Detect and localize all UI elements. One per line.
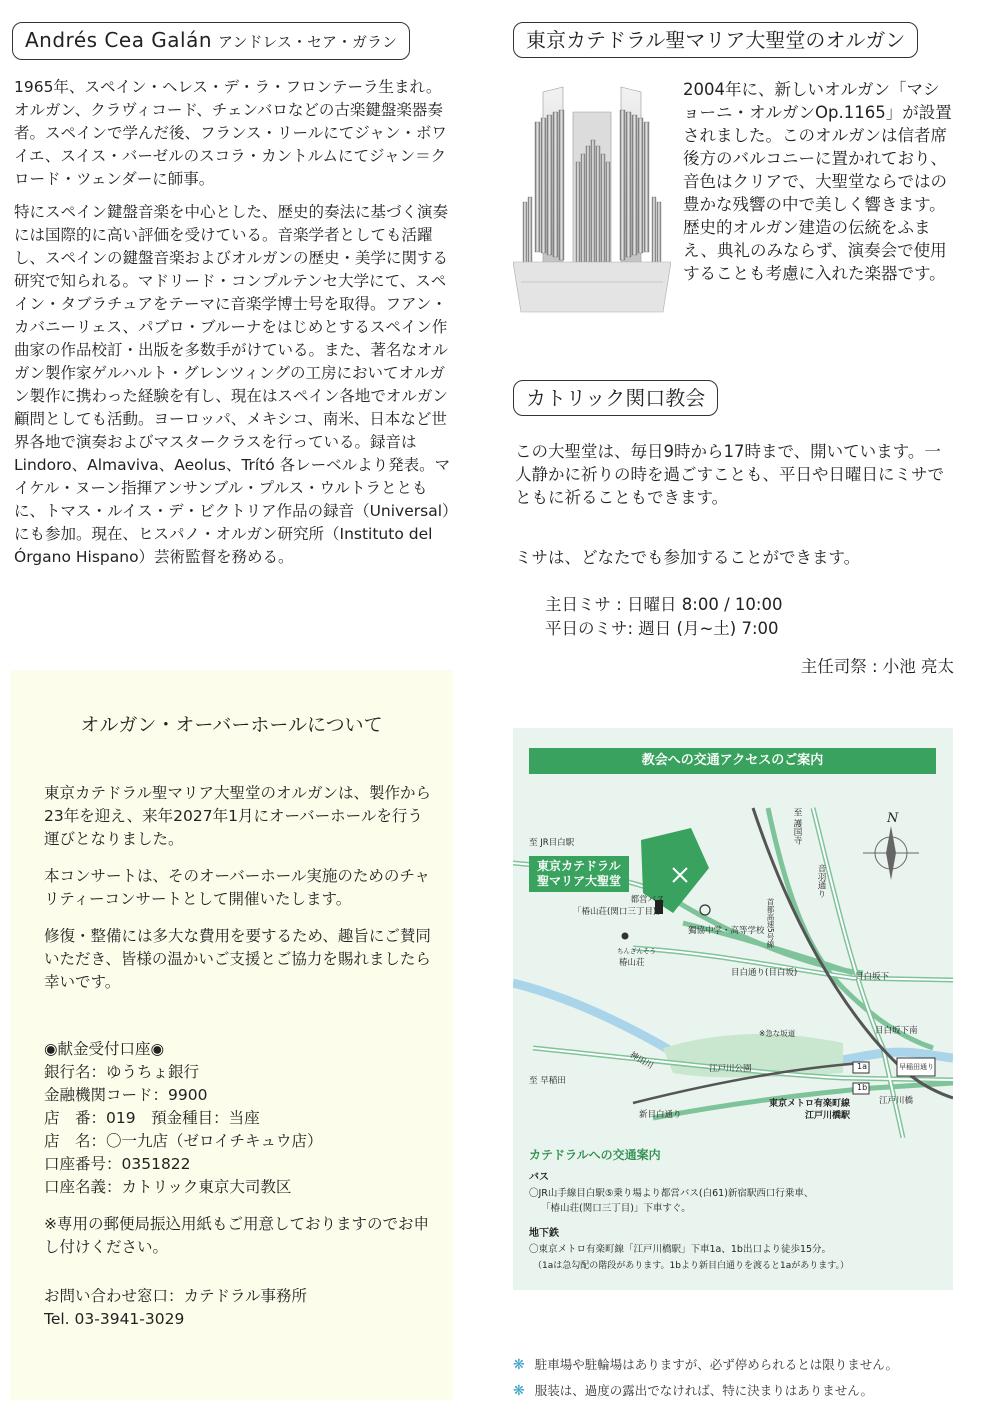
map-label-exit-1a: 1a xyxy=(857,1062,867,1071)
map-label-kanda-river: 神田川 xyxy=(627,1050,655,1072)
map-label-waseda-dori: 早稲田通り xyxy=(899,1063,934,1071)
map-label-waseda: 至 早稲田 xyxy=(529,1076,566,1086)
snowflake-bullet-icon: ❋ xyxy=(513,1357,525,1373)
map-label-cathedral-line2: 聖マリア大聖堂 xyxy=(537,874,622,888)
note-text: 服装は、過度の露出でなければ、特に決まりはありません。 xyxy=(534,1383,873,1398)
map-label-exit-1b: 1b xyxy=(857,1083,868,1092)
transit-subway-line2: （1aは急勾配の階段があります。1bより新目白通りを渡ると1aがあります。） xyxy=(533,1261,849,1271)
performer-name-latin: Andrés Cea Galán xyxy=(25,28,213,52)
transit-bus-line1: 〇JR山手線目白駅⑤乗り場より都営バス(白61)新宿駅西口行乗車、 xyxy=(529,1188,814,1199)
map-label-dokkyo: 獨協中学・高等学校 xyxy=(688,926,765,936)
performer-name-heading xyxy=(12,22,410,60)
overhaul-panel xyxy=(10,670,453,1400)
pastor: 主任司祭 : 小池 亮太 xyxy=(800,657,954,676)
overhaul-paragraph: 東京カテドラル聖マリア大聖堂のオルガンは、製作から23年を迎え、来年2027年1月にオーバーホールを行う運びとなりました。 xyxy=(44,784,432,848)
performer-bio-paragraph: 特にスペイン鍵盤音楽を中心とした、歴史的奏法に基づく演奏には国際的に高い評価を受けている。音楽学者としても活躍し、スペインの鍵盤音楽およびオルガンの歴史・美学に関する研究で知られる。マドリード・コンプルテンセ大学にて、スペイン・タブラチュアをテーマに音楽学博士号を取得。フアン・カバニーリェス、パブロ・ブルーナをはじめとするスペイン作曲家の作品校訂・出版を多数手がけている。また、著名なオルガン製作家ゲルハルト・グレンツィングの工房においてオルガン製作に携わった経験を有し、現在はスペイン各地でオルガン顧問としても活動。ヨーロッパ、メキシコ、南米、日本など世界各地で演奏およびマスタークラスを行っている。録音は Lindoro、Almaviva、Aeolus、Trító 各レーベルより発表。マイケル・ヌーン指揮アンサンブル・プルス・ウルトラとともに、トマス・ルイス・デ・ビクトリア作品の録音（Universal）にも参加。現在、ヒスパノ・オルガン研究所（Instituto del Órgano Hispano）芸術監督を務める。 xyxy=(14,203,451,566)
map-label-cathedral-line1: 東京カテドラル xyxy=(537,859,621,873)
map-label-bus-stop-line1: 都営バス xyxy=(630,895,665,905)
transit-heading: カテドラルへの交通案内 xyxy=(529,1148,661,1162)
map-label-metro xyxy=(769,1098,850,1122)
map-label-shin-mejiro: 新目白通り xyxy=(639,1110,682,1120)
map-label-bus-stop-line2: 「椿山荘(関口三丁目)」 xyxy=(573,907,665,917)
contact-label: お問い合わせ窓口：カテドラル事務所 xyxy=(44,1287,308,1305)
map-label-chinzanso: 椿山荘 xyxy=(619,958,645,968)
account-heading: ◉献金受付口座◉ xyxy=(44,1040,165,1058)
mass-weekday: 平日のミサ: 週日 (月~土) 7:00 xyxy=(545,619,779,638)
map-label-mejirozaka-shita: 目白坂下 xyxy=(855,972,890,982)
overhaul-content xyxy=(44,782,434,1331)
map-label-chinzanso-kana: ちんざんそう xyxy=(617,947,656,955)
account-line: 銀行名：ゆうちょ銀行 xyxy=(44,1063,200,1081)
transit-subway-label: 地下鉄 xyxy=(529,1228,559,1239)
map-label-metro-line1: 東京メトロ有楽町線 xyxy=(769,1099,851,1109)
note-text: 駐車場や駐輪場はありますが、必ず停められるとは限りません。 xyxy=(534,1357,898,1372)
map-label-mejiro-dori: 目白通り(目白坂) xyxy=(731,968,798,978)
organ-image xyxy=(513,82,671,322)
overhaul-paragraph: 本コンサートは、そのオーバーホール実施のためのチャリティーコンサートとして開催いたします。 xyxy=(44,867,430,908)
church-heading: カトリック関口教会 xyxy=(513,380,718,416)
church-paragraph-1: この大聖堂は、毎日9時から17時まで、開いています。一人静かに祈りの時を過ごすことも、平日や日曜日にミサでともに祈ることもできます。 xyxy=(515,442,944,507)
map-label-edogawabashi: 江戸川橋 xyxy=(879,1096,914,1106)
map-label-steep-slope: ※急な坂道 xyxy=(759,1029,796,1038)
transit-bus-label: バス xyxy=(529,1172,549,1183)
mass-sunday: 主日ミサ : 日曜日 8:00 / 10:00 xyxy=(545,595,783,614)
account-line: 口座番号：0351822 xyxy=(44,1155,191,1173)
account-line: 金融機関コード：9900 xyxy=(44,1086,208,1104)
map-label-edogawa-park: 江戸川公園 xyxy=(709,1064,752,1074)
map-label-bus-stop xyxy=(573,894,665,918)
account-line: 口座名義：カトリック東京大司教区 xyxy=(44,1178,292,1196)
contact-tel: Tel. 03-3941-3029 xyxy=(44,1310,185,1328)
note-item xyxy=(513,1381,873,1399)
note-item xyxy=(513,1355,898,1373)
transit-bus-line2: 「椿山荘(関口三丁目)」下車すぐ。 xyxy=(541,1203,691,1214)
performer-name-kana: アンドレス・セア・ガラン xyxy=(218,33,397,51)
organ-description: 2004年に、新しいオルガン「マショーニ・オルガンOp.1165」が設置されました。このオルガンは信者席後方のバルコニーに置かれており、音色はクリアで、大聖堂ならではの豊かな残響の中で美しく響きます。歴史的オルガン建造の伝統をふまえ、典礼のみならず、演奏会で使用することも考慮に入れた楽器です。 xyxy=(683,80,952,283)
account-line: 店 名：〇一九店（ゼロイチキュウ店） xyxy=(44,1132,323,1150)
map-header: 教会への交通アクセスのご案内 xyxy=(529,748,936,774)
compass-north-label: N xyxy=(887,811,899,826)
snowflake-bullet-icon: ❋ xyxy=(513,1383,525,1399)
map-label-metro-line2: 江戸川橋駅 xyxy=(805,1111,851,1121)
overhaul-paragraph: 修復・整備には多大な費用を要するため、趣旨にご賛同いただき、皆様の温かいご支援とご協力を賜れましたら幸いです。 xyxy=(44,927,431,991)
map-label-mejirozaka-shitaminami: 目白坂下南 xyxy=(875,1026,918,1036)
performer-bio xyxy=(14,76,454,579)
overhaul-note: ※専用の郵便局振込用紙もご用意しておりますのでお申し付けください。 xyxy=(44,1215,429,1256)
organ-heading: 東京カテドラル聖マリア大聖堂のオルガン xyxy=(513,22,918,58)
account-line: 店 番：019 預金種目：当座 xyxy=(44,1109,260,1127)
map-label-otowa: 音羽通り xyxy=(816,864,826,898)
map-label-cathedral xyxy=(529,856,629,892)
map-label-mejiro-station: 至 JR目白駅 xyxy=(529,838,575,848)
map-label-gokokuji: 至 護国寺 xyxy=(792,808,802,845)
performer-bio-paragraph: 1965年、スペイン・ヘレス・デ・ラ・フロンテーラ生まれ。オルガン、クラヴィコード、チェンバロなどの古楽鍵盤楽器奏者。スペインで学んだ後、フランス・リールにてジャン・ボワイエ、スイス・バーゼルのスコラ・カントルムにてジャン＝クロード・ツェンダーに師事。 xyxy=(14,78,447,188)
church-paragraph-2: ミサは、どなたでも参加することができます。 xyxy=(515,548,861,567)
overhaul-title: オルガン・オーバーホールについて xyxy=(80,714,383,736)
map-label-shuto: 首都高速5号線 xyxy=(766,898,775,948)
transit-subway-line1: 〇東京メトロ有楽町線「江戸川橋駅」下車1a、1b出口より徒歩15分。 xyxy=(529,1244,832,1255)
access-map-panel xyxy=(513,728,953,1290)
